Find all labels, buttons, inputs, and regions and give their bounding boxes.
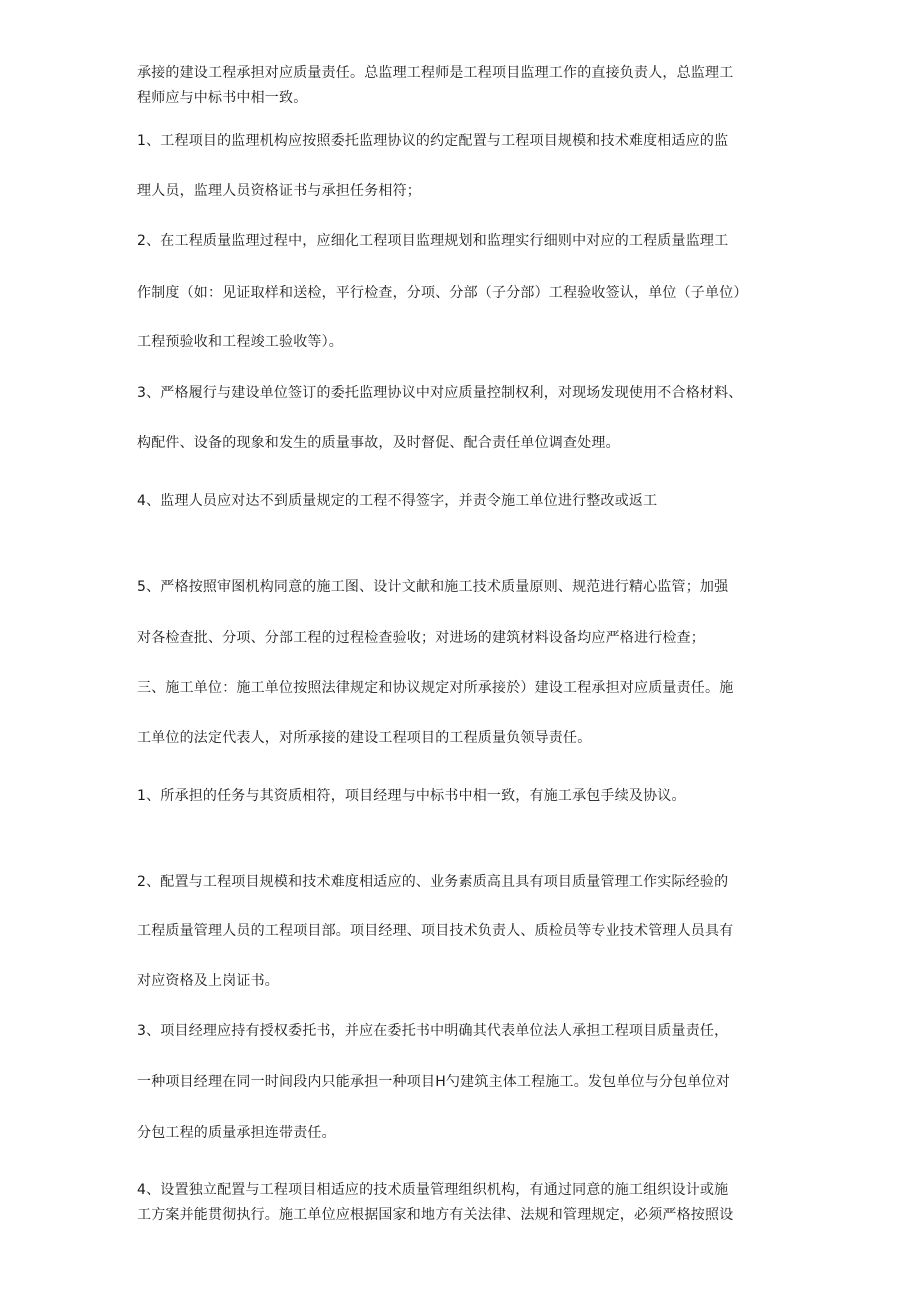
text-line: 对各检查批、分项、分部工程的过程检查验收；对进场的建筑材料设备均应严格进行检查； <box>137 630 705 646</box>
text-line: 三、施工单位：施工单位按照法律规定和协议规定对所承接於）建设工程承担对应质量责任。施 <box>137 680 734 696</box>
text-line: 3、严格履行与建设单位签订的委托监理协议中对应质量控制权利，对现场发现使用不合格材料、 <box>137 385 743 401</box>
text-line: 4、设置独立配置与工程项目相适应的技术质量管理组织机构，有通过同意的施工组织设计或施 <box>137 1182 729 1198</box>
text-line: 工单位的法定代表人，对所承接的建设工程项目的工程质量负领导责任。 <box>137 730 592 746</box>
text-line: 工程质量管理人员的工程项目部。项目经理、项目技术负责人、质检员等专业技术管理人员具有 <box>137 923 734 939</box>
text-line: 分包工程的质量承担连带责任。 <box>137 1125 336 1141</box>
text-line: 3、项目经理应持有授权委托书，并应在委托书中明确其代表单位法人承担工程项目质量责任， <box>137 1023 729 1039</box>
text-line: 程师应与中标书中相一致。 <box>137 90 308 106</box>
text-line: 1、工程项目的监理机构应按照委托监理协议的约定配置与工程项目规模和技术难度相适应的监 <box>137 133 729 149</box>
text-line: 工方案并能贯彻执行。施工单位应根据国家和地方有关法律、法规和管理规定，必须严格按照设 <box>137 1207 734 1223</box>
text-line: 1、所承担的任务与其资质相符，项目经理与中标书中相一致，有施工承包手续及协议。 <box>137 788 686 804</box>
text-line: 作制度（如：见证取样和送检，平行检查，分项、分部（子分部）工程验收签认，单位（子单位） <box>137 285 748 301</box>
text-line: 2、在工程质量监理过程中，应细化工程项目监理规划和监理实行细则中对应的工程质量监理工 <box>137 233 729 249</box>
text-line: 构配件、设备的现象和发生的质量事故，及时督促、配合责任单位调查处理。 <box>137 435 620 451</box>
text-line: 工程预验收和工程竣工验收等）。 <box>137 334 343 350</box>
text-line: 对应资格及上岗证书。 <box>137 973 279 989</box>
text-line: 理人员，监理人员资格证书与承担任务相符； <box>137 183 421 199</box>
text-line: 一种项目经理在同一时间段内只能承担一种项目H勺建筑主体工程施工。发包单位与分包单位对 <box>137 1074 730 1090</box>
text-line: 5、严格按照审图机构同意的施工图、设计文献和施工技术质量原则、规范进行精心监管；加强 <box>137 579 729 595</box>
text-line: 承接的建设工程承担对应质量责任。总监理工程师是工程项目监理工作的直接负责人，总监理工 <box>137 65 734 81</box>
text-line: 2、配置与工程项目规模和技术难度相适应的、业务素质高且具有项目质量管理工作实际经验的 <box>137 874 729 890</box>
text-line: 4、监理人员应对达不到质量规定的工程不得签字，并责令施工单位进行整改或返工 <box>137 493 658 509</box>
